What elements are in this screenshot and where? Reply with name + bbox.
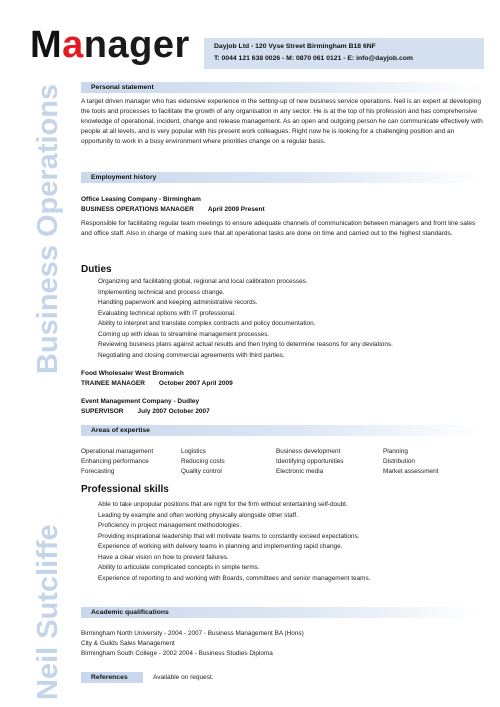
list-item: Experience of reporting to and working with Boards, committees and senior management teams. xyxy=(98,574,371,582)
page-title: Manager xyxy=(30,24,190,66)
contact-phone-email: T: 0044 121 638 0026 - M: 0870 061 0121 - E: info@dayjob.com xyxy=(214,55,413,62)
job1-company: Office Leasing Company - Birmingham xyxy=(81,196,201,203)
references-text: Available on request. xyxy=(153,674,214,681)
duties-list xyxy=(98,277,393,361)
skills-list xyxy=(98,500,370,584)
list-item: Ability to interpret and translate complex contracts and policy documentation. xyxy=(98,320,316,327)
education-row: Birmingham South College - 2002 2004 - Business Studies Diploma xyxy=(81,650,273,657)
section-academic-qualifications: Academic qualifications xyxy=(81,607,483,618)
expertise-item: Distribution xyxy=(383,458,415,465)
title-accent-letter: a xyxy=(62,24,84,66)
list-item: Coming up with ideas to streamline management processes. xyxy=(98,330,270,338)
job1-dates: April 2009 Present xyxy=(207,206,265,213)
personal-statement-text: A target driven manager who has extensive experience in the setting-up of new business service operations. Neil is an expert at developing the tools and processes to facilitate the growth of any organisation in any sector. He is at the top of his profession and has comprehensive knowledge of operational, incident, change and release management. As an open and outgoing person he can communicate effectively with people at all levels, and is very popular with his present work colleagues. Right now he is looking for a challenging position and an opportunity to work in a busy environment where priorities change on a regular basis. xyxy=(81,98,483,145)
job1-description: Responsible for facilitating regular team meetings to ensure adequate channels of communication between managers and front line sales and office staff. Also in charge of making sure that all operational tasks are done on time and carried out to the highest standards. xyxy=(81,220,476,237)
expertise-item: Business development xyxy=(276,448,341,455)
job2-company: Food Wholesaler West Bromwich xyxy=(81,370,184,377)
list-item: Providing inspirational leadership that will motivate teams to constantly exceed expectations. xyxy=(98,532,360,540)
expertise-item: Reducing costs xyxy=(181,458,225,465)
expertise-item: Forecasting xyxy=(81,468,115,475)
section-references: References xyxy=(81,672,143,683)
job3-company: Event Management Company - Dudley xyxy=(81,398,200,405)
expertise-item: Operational management xyxy=(81,448,154,455)
list-item: Experience of working with delivery teams in planning and implementing rapid change. xyxy=(98,543,343,550)
job2-title-line: TRAINEE MANAGER October 2007 April 2009 xyxy=(81,380,233,387)
professional-skills-heading: Professional skills xyxy=(81,484,169,495)
list-item: Have a clear vision on how to prevent failures. xyxy=(98,553,229,561)
section-areas-of-expertise: Areas of expertise xyxy=(81,425,483,436)
expertise-item: Identifying opportunities xyxy=(276,458,344,465)
list-item: Negotiating and closing commercial agreements with third parties. xyxy=(98,351,285,359)
expertise-item: Planning xyxy=(383,448,408,455)
education-row: Birmingham North University - 2004 - 2007 - Business Management BA (Hons) xyxy=(81,630,304,637)
list-item: Evaluating technical options with IT professional. xyxy=(98,309,236,317)
list-item: Proficiency in project management methodologies. xyxy=(98,522,242,529)
sidebar-name-text: Neil Sutcliffe xyxy=(32,524,64,700)
list-item: Able to take unpopular positions that are right for the firm without entertaining self-doubt. xyxy=(98,501,348,508)
job2-dates: October 2007 April 2009 xyxy=(158,380,233,387)
job1-title-line: BUSINESS OPERATIONS MANAGER April 2009 Present xyxy=(81,206,265,213)
sidebar-role-text: Business Operations xyxy=(32,83,64,374)
list-item: Organizing and facilitating global, regional and local calibration processes. xyxy=(98,278,308,285)
list-item: Leading by example and often working physically alongside other staff. xyxy=(98,511,298,519)
expertise-item: Market assessment xyxy=(383,468,439,475)
expertise-item: Quality control xyxy=(181,468,222,475)
list-item: Handling paperwork and keeping administrative records. xyxy=(98,299,258,306)
expertise-item: Electronic media xyxy=(276,468,324,475)
job3-title-line: SUPERVISOR July 2007 October 2007 xyxy=(81,408,210,415)
list-item: Implementing technical and process change. xyxy=(98,288,225,296)
education-row: City & Guilds Sales Management xyxy=(81,640,175,647)
job3-dates: July 2007 October 2007 xyxy=(137,408,210,415)
list-item: Reviewing business plans against actual results and then trying to determine reasons for any deviations. xyxy=(98,341,393,348)
expertise-item: Logistics xyxy=(181,448,206,455)
list-item: Ability to articulate complicated concepts in simple terms. xyxy=(98,564,260,571)
duties-heading: Duties xyxy=(81,264,112,275)
section-employment-history: Employment history xyxy=(81,172,483,183)
contact-address: Dayjob Ltd - 120 Vyse Street Birmingham B18 6NF xyxy=(214,43,376,50)
section-personal-statement: Personal statement xyxy=(81,82,483,93)
contact-box xyxy=(204,38,484,69)
expertise-item: Enhancing performance xyxy=(81,458,149,465)
